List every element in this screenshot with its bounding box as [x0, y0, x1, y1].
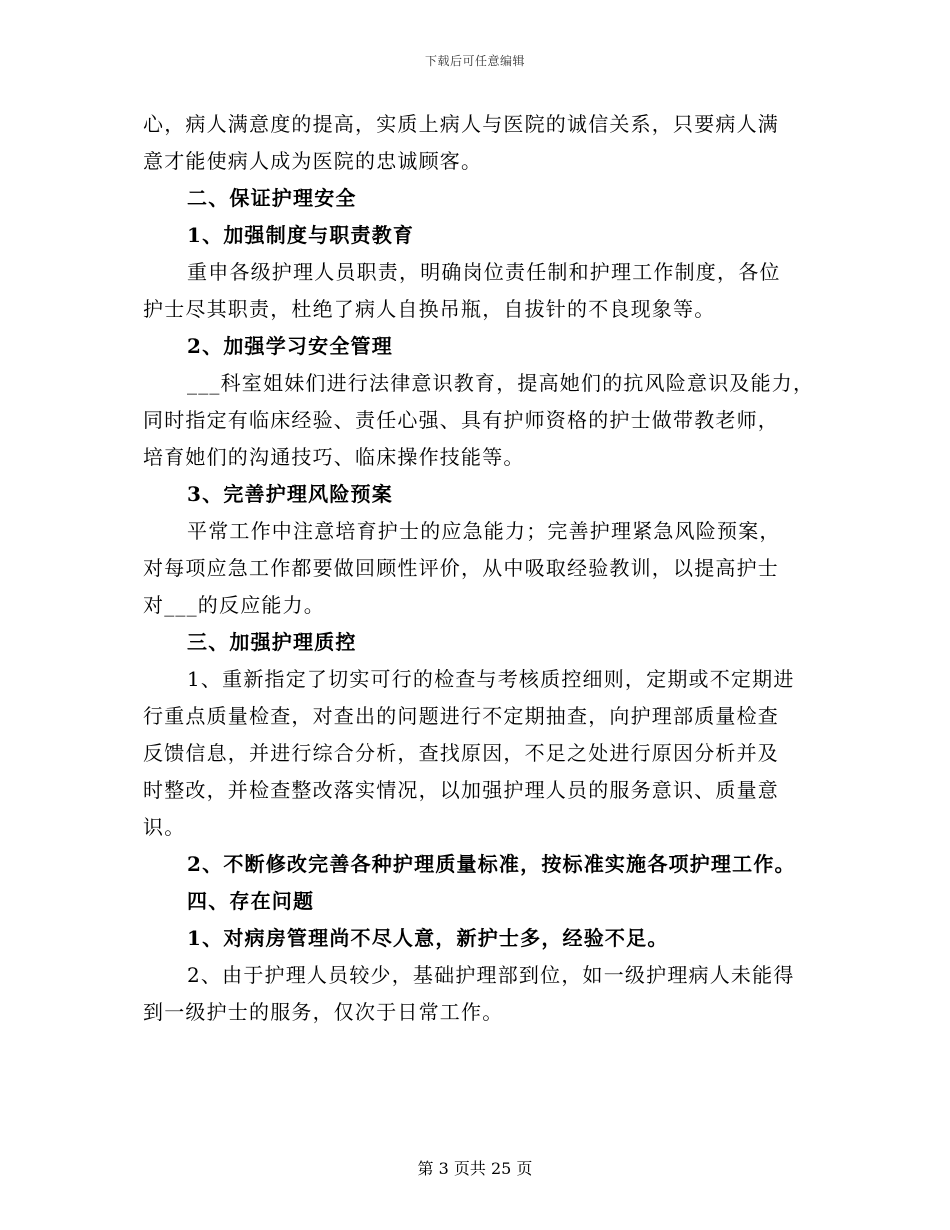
- section-heading-line: 2、不断修改完善各种护理质量标准，按标准实施各项护理工作。: [187, 852, 796, 876]
- paragraph-line: 重申各级护理人员职责，明确岗位责任制和护理工作制度，各位: [187, 260, 781, 284]
- paragraph-line: 护士尽其职责，杜绝了病人自换吊瓶，自拔针的不良现象等。: [143, 297, 716, 321]
- header-note: 下载后可任意编辑: [424, 54, 525, 68]
- document-body: [143, 106, 823, 1031]
- section-heading-line: 三、加强护理质控: [187, 630, 357, 654]
- section-heading-line: 二、保证护理安全: [187, 186, 357, 210]
- paragraph-line: 到一级护士的服务，仅次于日常工作。: [143, 1000, 504, 1024]
- paragraph-line: 对每项应急工作都要做回顾性评价，从中吸取经验教训，以提高护士: [143, 556, 779, 580]
- paragraph-line: ___科室姐妹们进行法律意识教育，提高她们的抗风险意识及能力，: [187, 371, 815, 395]
- section-heading-line: 1、加强制度与职责教育: [187, 223, 415, 247]
- section-heading-line: 3、完善护理风险预案: [187, 482, 393, 506]
- paragraph-line: 对___的反应能力。: [143, 593, 325, 617]
- section-heading-line: 1、对病房管理尚不尽人意，新护士多，经验不足。: [187, 926, 669, 950]
- paragraph-line: 时整改，并检查整改落实情况，以加强护理人员的服务意识、质量意: [143, 778, 779, 802]
- section-heading-line: 2、加强学习安全管理: [187, 334, 393, 358]
- paragraph-line: 意才能使病人成为医院的忠诚顾客。: [143, 149, 483, 173]
- paragraph-line: 行重点质量检查，对查出的问题进行不定期抽查，向护理部质量检查: [143, 704, 779, 728]
- paragraph-line: 同时指定有临床经验、责任心强、具有护师资格的护士做带教老师，: [143, 408, 779, 432]
- section-heading-line: 四、存在问题: [187, 889, 315, 913]
- paragraph-line: 2、由于护理人员较少，基础护理部到位，如一级护理病人未能得: [187, 963, 795, 987]
- page-footer: [0, 1156, 950, 1179]
- paragraph-line: 反馈信息，并进行综合分析，查找原因，不足之处进行原因分析并及: [143, 741, 779, 765]
- paragraph-line: 识。: [143, 815, 186, 839]
- page-number-label: 第 3 页共 25 页: [417, 1159, 533, 1178]
- paragraph-line: 1、重新指定了切实可行的检查与考核质控细则，定期或不定期进: [187, 667, 795, 691]
- paragraph-line: 培育她们的沟通技巧、临床操作技能等。: [143, 445, 525, 469]
- paragraph-line: 平常工作中注意培育护士的应急能力；完善护理紧急风险预案，: [187, 519, 781, 543]
- paragraph-line: 心，病人满意度的提高，实质上病人与医院的诚信关系，只要病人满: [143, 112, 779, 136]
